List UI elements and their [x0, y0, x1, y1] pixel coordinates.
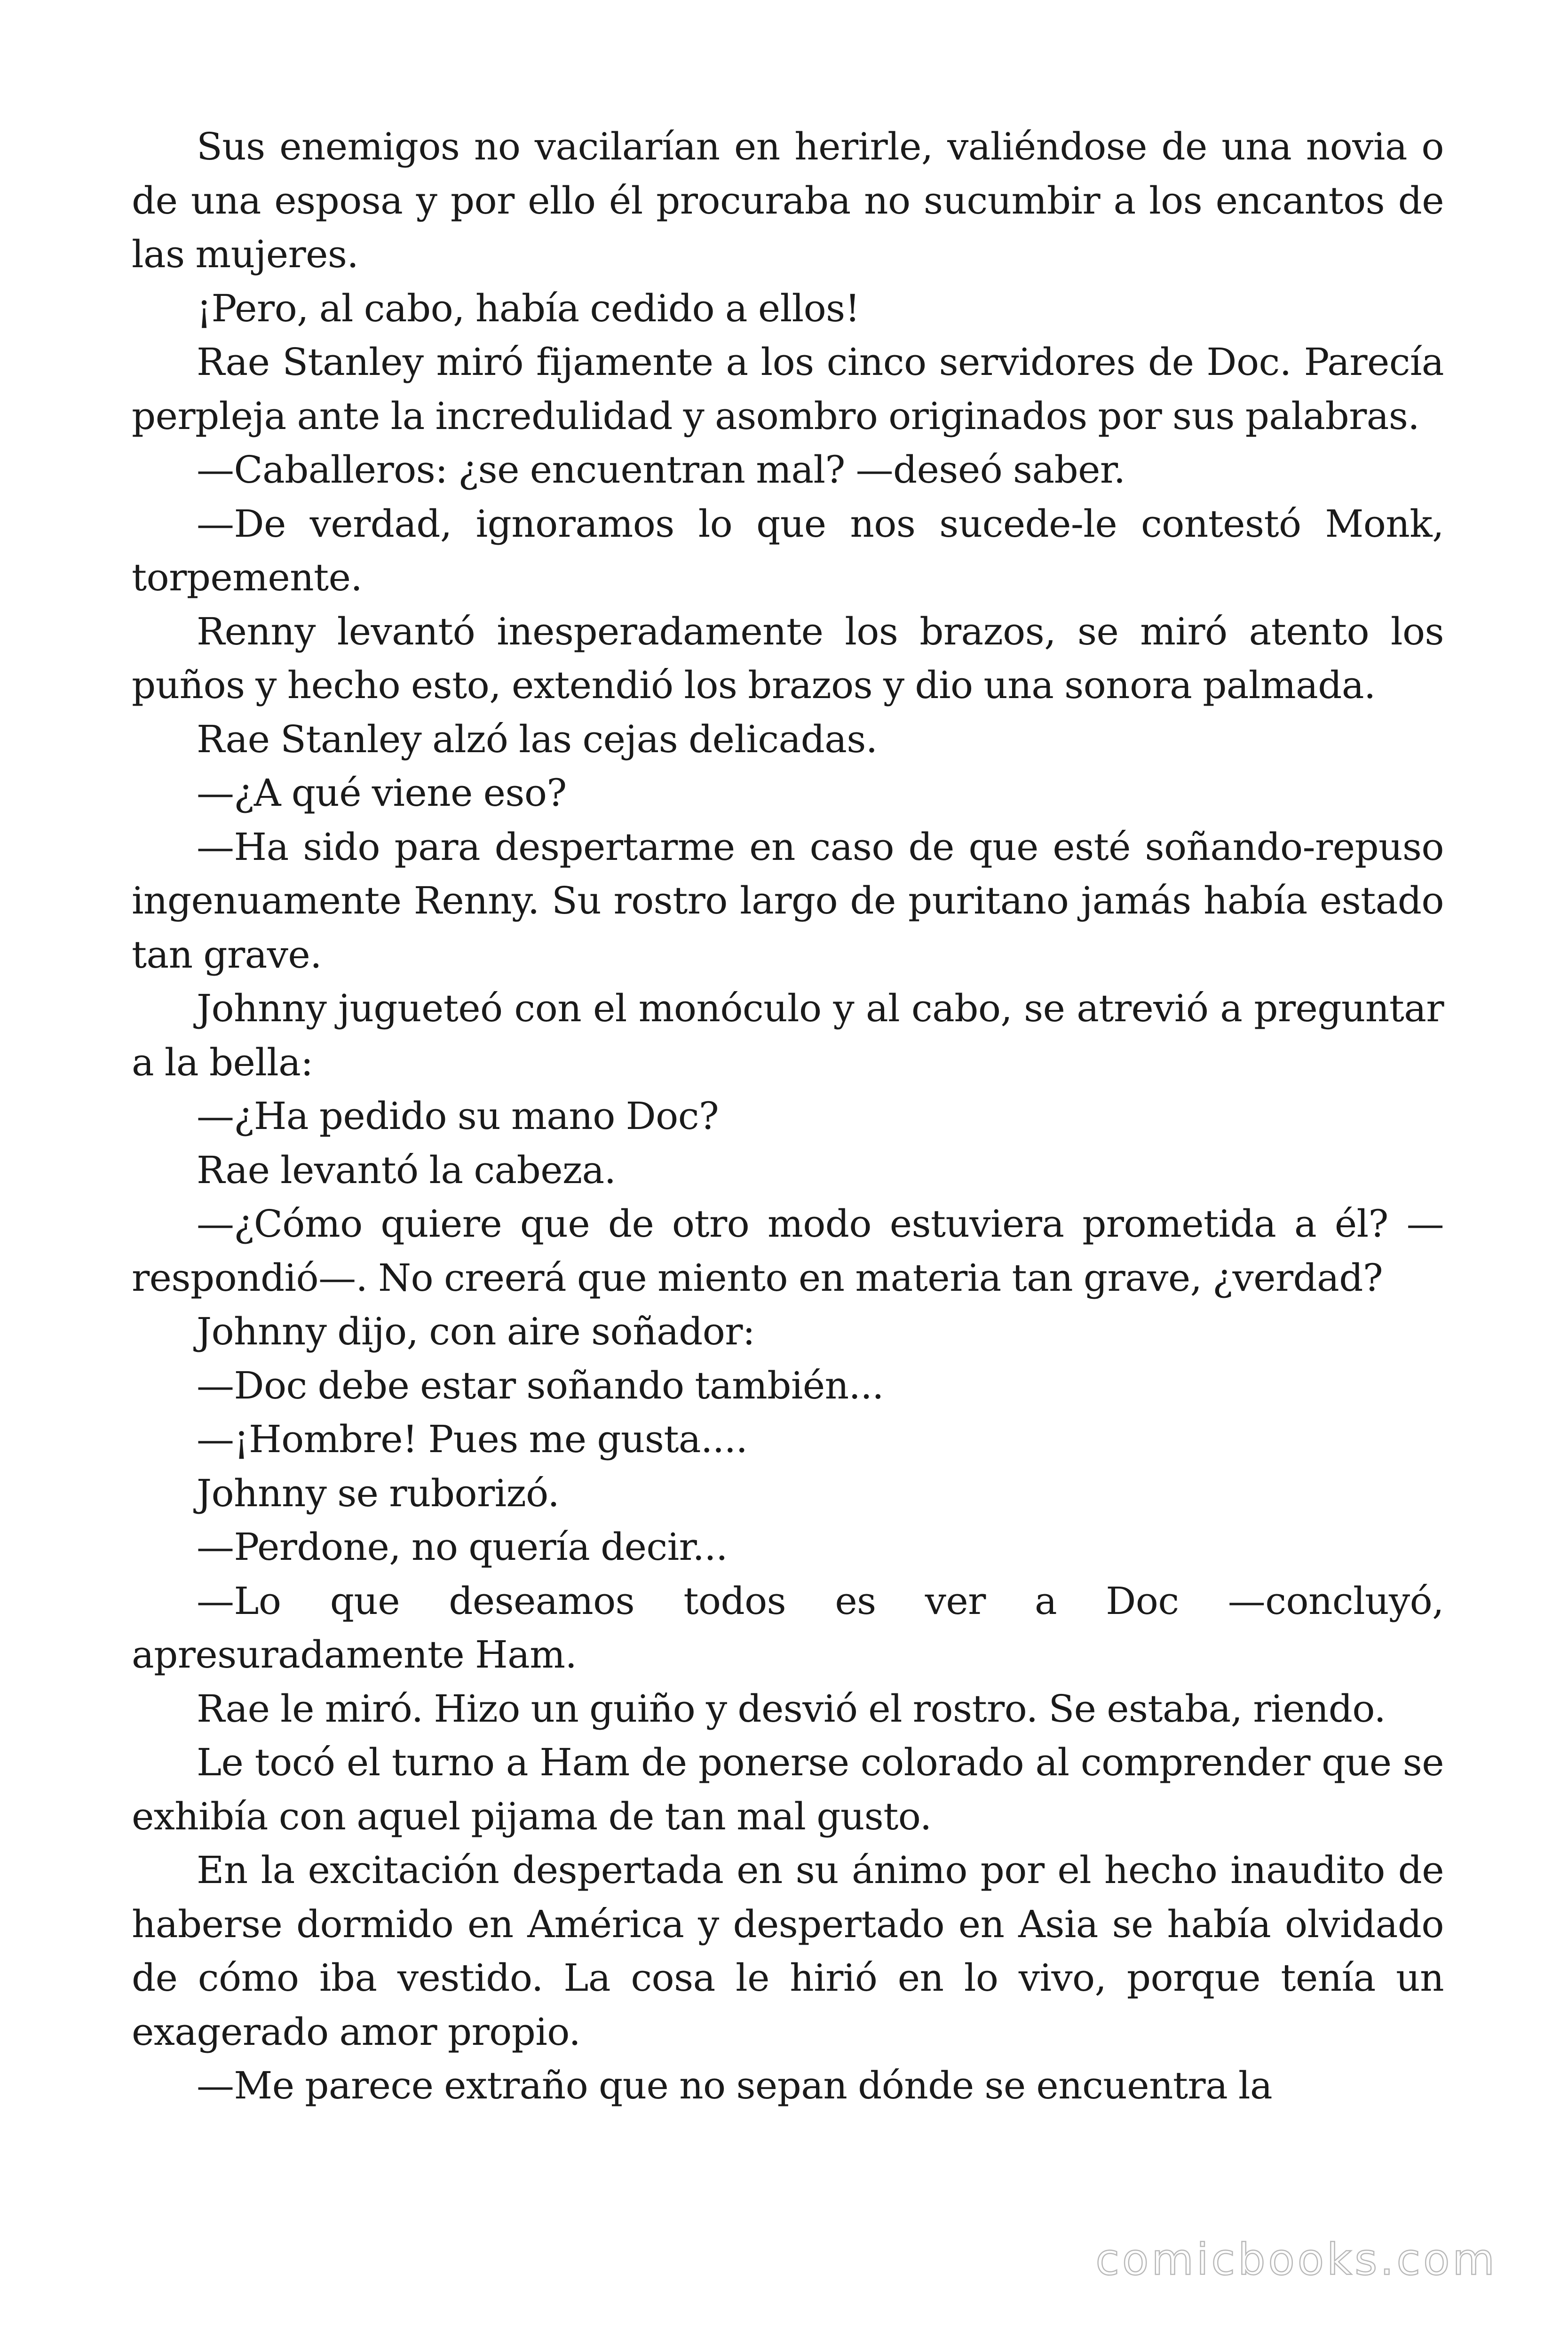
paragraph: —¡Hombre! Pues me gusta.... [197, 1417, 748, 1461]
paragraph: —Doc debe estar soñando también... [197, 1363, 884, 1407]
paragraph: Sus enemigos no vacilarían en herirle, valiéndose de una novia o de una esposa y por ello él procuraba no sucumbir a los encantos de las mujeres. [132, 125, 1444, 276]
watermark: comicbooks.com [1095, 2234, 1497, 2285]
paragraph: —Ha sido para despertarme en caso de que esté soñando-repuso ingenuamente Renny. Su rostro largo de puritano jamás había estado tan grave. [132, 825, 1444, 977]
paragraph: Rae le miró. Hizo un guiño y desvió el rostro. Se estaba, riendo. [197, 1686, 1386, 1731]
paragraph: Johnny se ruborizó. [197, 1471, 560, 1515]
paragraph: Le tocó el turno a Ham de ponerse colorado al comprender que se exhibía con aquel pijama de tan mal gusto. [132, 1740, 1444, 1838]
paragraph: ¡Pero, al cabo, había cedido a ellos! [197, 286, 860, 330]
paragraph: —¿Ha pedido su mano Doc? [197, 1094, 719, 1138]
paragraph: Renny levantó inesperadamente los brazos, se miró atento los puños y hecho esto, extendió los brazos y dio una sonora palmada. [132, 609, 1444, 707]
paragraph: —Lo que deseamos todos es ver a Doc —concluyó, apresuradamente Ham. [132, 1579, 1444, 1677]
paragraph: —Caballeros: ¿se encuentran mal? —deseó saber. [197, 448, 1125, 492]
paragraph: Rae levantó la cabeza. [197, 1148, 616, 1192]
paragraph: Rae Stanley miró fijamente a los cinco servidores de Doc. Parecía perpleja ante la incredulidad y asombro originados por sus palabras. [132, 340, 1444, 438]
paragraph: Johnny dijo, con aire soñador: [197, 1310, 755, 1353]
paragraph: En la excitación despertada en su ánimo por el hecho inaudito de haberse dormido en América y despertado en Asia se había olvidado de cómo iba vestido. La cosa le hirió en lo vivo, porque tenía un exagerado amor propio. [132, 1848, 1444, 2054]
paragraph: —De verdad, ignoramos lo que nos sucede-le contestó Monk, torpemente. [132, 501, 1444, 599]
paragraph: —Perdone, no quería decir... [197, 1525, 728, 1569]
paragraph: Rae Stanley alzó las cejas delicadas. [197, 717, 878, 761]
paragraph: —Me parece extraño que no sepan dónde se encuentra la [197, 2064, 1273, 2107]
paragraph: Johnny jugueteó con el monóculo y al cabo, se atrevió a preguntar a la bella: [132, 986, 1444, 1084]
paragraph: —¿Cómo quiere que de otro modo estuviera prometida a él? —respondió—. No creerá que miento en materia tan grave, ¿verdad? [132, 1202, 1444, 1300]
paragraph: —¿A qué viene eso? [197, 771, 567, 815]
body-text [132, 120, 1444, 2113]
